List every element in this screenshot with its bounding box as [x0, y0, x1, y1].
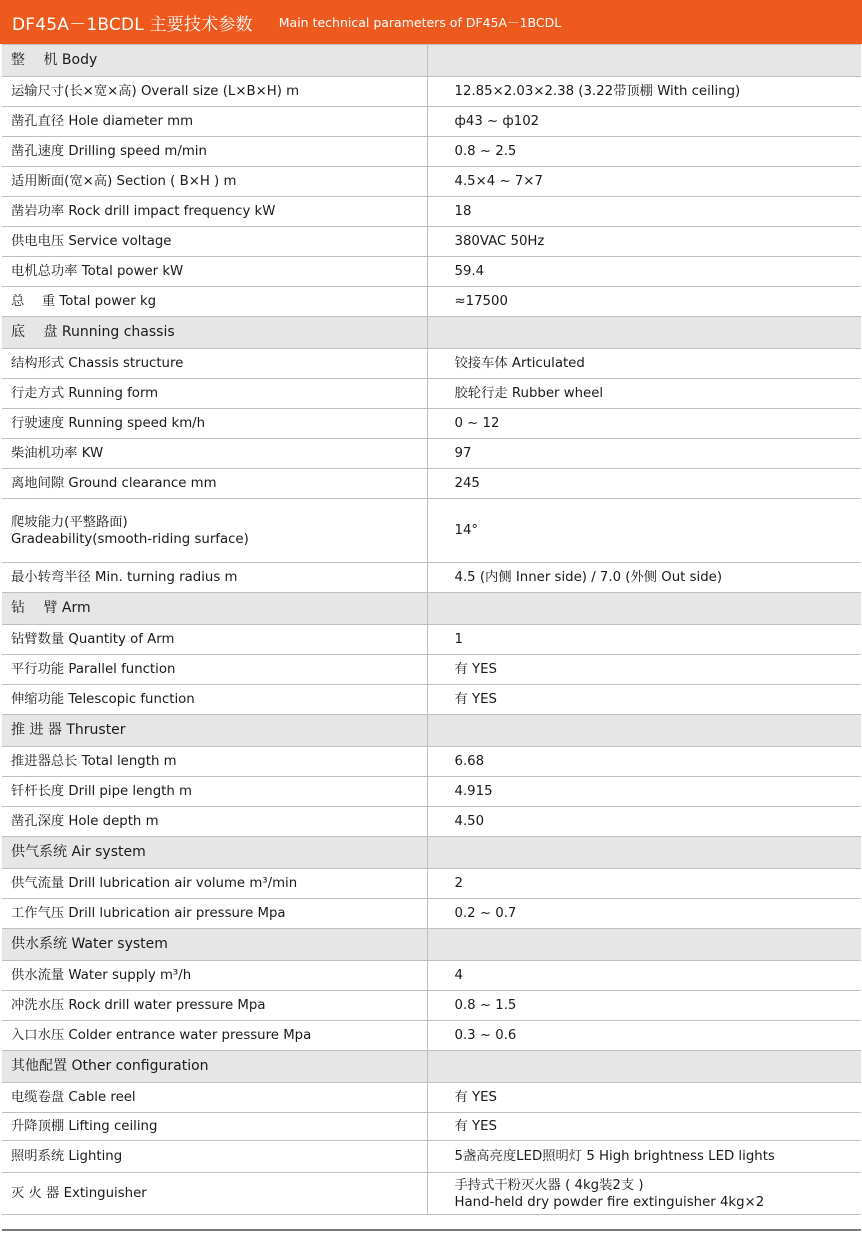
section-title: 其他配置 Other configuration — [2, 1051, 427, 1083]
param-label: 行驶速度 Running speed km/h — [2, 409, 427, 439]
table-row — [2, 227, 861, 257]
table-row — [2, 197, 861, 227]
param-value: 6.68 — [427, 747, 861, 777]
section-blank-cell — [427, 317, 861, 349]
param-label: 升降顶棚 Lifting ceiling — [2, 1113, 427, 1141]
param-label: 离地间隙 Ground clearance mm — [2, 469, 427, 499]
param-label: 结构形式 Chassis structure — [2, 349, 427, 379]
table-row — [2, 961, 861, 991]
param-label: 灭 火 器 Extinguisher — [2, 1173, 427, 1215]
table-row — [2, 287, 861, 317]
section-blank-cell — [427, 1051, 861, 1083]
param-value: 0.3 ~ 0.6 — [427, 1021, 861, 1051]
param-value: ф43 ~ ф102 — [427, 107, 861, 137]
table-row — [2, 77, 861, 107]
section-header-row — [2, 317, 861, 349]
table-row — [2, 777, 861, 807]
param-value: 4 — [427, 961, 861, 991]
table-row — [2, 563, 861, 593]
section-title: 钻 臂 Arm — [2, 593, 427, 625]
table-row — [2, 1083, 861, 1113]
table-row — [2, 991, 861, 1021]
section-header-row — [2, 837, 861, 869]
table-row — [2, 1021, 861, 1051]
section-blank-cell — [427, 715, 861, 747]
param-value: 有 YES — [427, 1113, 861, 1141]
param-label: 工作气压 Drill lubrication air pressure Mpa — [2, 899, 427, 929]
section-title: 供气系统 Air system — [2, 837, 427, 869]
table-row — [2, 1173, 861, 1215]
table-row — [2, 409, 861, 439]
param-label: 钻臂数量 Quantity of Arm — [2, 625, 427, 655]
table-bottom-rule — [2, 1229, 861, 1231]
param-label: 凿孔深度 Hole depth m — [2, 807, 427, 837]
section-header-row — [2, 45, 861, 77]
table-row — [2, 1113, 861, 1141]
param-value: 0.8 ~ 2.5 — [427, 137, 861, 167]
param-label: 适用断面(宽×高) Section ( B×H ) m — [2, 167, 427, 197]
param-value: 12.85×2.03×2.38 (3.22带顶棚 With ceiling) — [427, 77, 861, 107]
section-title: 底 盘 Running chassis — [2, 317, 427, 349]
table-row — [2, 469, 861, 499]
param-value: ≈17500 — [427, 287, 861, 317]
table-row — [2, 499, 861, 563]
table-row — [2, 685, 861, 715]
param-label: 柴油机功率 KW — [2, 439, 427, 469]
param-value: 胶轮行走 Rubber wheel — [427, 379, 861, 409]
param-label: 推进器总长 Total length m — [2, 747, 427, 777]
table-row — [2, 807, 861, 837]
param-value: 97 — [427, 439, 861, 469]
param-value: 有 YES — [427, 655, 861, 685]
param-value: 4.50 — [427, 807, 861, 837]
param-label: 凿孔直径 Hole diameter mm — [2, 107, 427, 137]
section-blank-cell — [427, 593, 861, 625]
table-row — [2, 107, 861, 137]
param-label: 电机总功率 Total power kW — [2, 257, 427, 287]
table-row — [2, 167, 861, 197]
param-value: 245 — [427, 469, 861, 499]
header-title-en: Main technical parameters of DF45A－1BCDL — [278, 15, 562, 30]
param-value: 380VAC 50Hz — [427, 227, 861, 257]
param-value: 0.2 ~ 0.7 — [427, 899, 861, 929]
section-header-row — [2, 715, 861, 747]
param-label: 供水流量 Water supply m³/h — [2, 961, 427, 991]
param-value: 有 YES — [427, 685, 861, 715]
param-label: 行走方式 Running form — [2, 379, 427, 409]
param-label: 运输尺寸(长×宽×高) Overall size (L×B×H) m — [2, 77, 427, 107]
table-row — [2, 349, 861, 379]
param-label: 最小转弯半径 Min. turning radius m — [2, 563, 427, 593]
table-row — [2, 1141, 861, 1173]
table-row — [2, 439, 861, 469]
table-row — [2, 625, 861, 655]
param-label: 照明系统 Lighting — [2, 1141, 427, 1173]
spec-table — [2, 44, 861, 1215]
param-label: 电缆卷盘 Cable reel — [2, 1083, 427, 1113]
section-header-row — [2, 929, 861, 961]
header-title-zh: DF45A－1BCDL 主要技术参数 — [12, 14, 253, 35]
param-label: 钎杆长度 Drill pipe length m — [2, 777, 427, 807]
param-value: 4.5×4 ~ 7×7 — [427, 167, 861, 197]
spec-table-body — [2, 45, 861, 1215]
param-value: 5盏高亮度LED照明灯 5 High brightness LED lights — [427, 1141, 861, 1173]
table-row — [2, 137, 861, 167]
param-label: 平行功能 Parallel function — [2, 655, 427, 685]
param-label: 入口水压 Colder entrance water pressure Mpa — [2, 1021, 427, 1051]
param-value: 4.5 (内侧 Inner side) / 7.0 (外侧 Out side) — [427, 563, 861, 593]
param-label: 供电电压 Service voltage — [2, 227, 427, 257]
table-row — [2, 747, 861, 777]
section-title: 推 进 器 Thruster — [2, 715, 427, 747]
section-blank-cell — [427, 837, 861, 869]
table-row — [2, 869, 861, 899]
table-row — [2, 379, 861, 409]
table-row — [2, 899, 861, 929]
section-header-row — [2, 1051, 861, 1083]
param-label: 供气流量 Drill lubrication air volume m³/min — [2, 869, 427, 899]
param-value: 14° — [427, 499, 861, 563]
param-value: 1 — [427, 625, 861, 655]
param-value: 2 — [427, 869, 861, 899]
param-label: 凿孔速度 Drilling speed m/min — [2, 137, 427, 167]
param-value: 18 — [427, 197, 861, 227]
page-header — [0, 0, 862, 44]
param-value: 有 YES — [427, 1083, 861, 1113]
param-value: 59.4 — [427, 257, 861, 287]
param-value: 4.915 — [427, 777, 861, 807]
param-label: 爬坡能力(平整路面) Gradeability(smooth-riding surface) — [2, 499, 427, 563]
param-value: 铰接车体 Articulated — [427, 349, 861, 379]
table-row — [2, 655, 861, 685]
param-label: 总 重 Total power kg — [2, 287, 427, 317]
section-blank-cell — [427, 45, 861, 77]
param-value: 0.8 ~ 1.5 — [427, 991, 861, 1021]
param-value: 手持式干粉灭火器 ( 4kg装2支 ) Hand-held dry powder fire extinguisher 4kg×2 — [427, 1173, 861, 1215]
section-title: 供水系统 Water system — [2, 929, 427, 961]
param-label: 冲洗水压 Rock drill water pressure Mpa — [2, 991, 427, 1021]
table-row — [2, 257, 861, 287]
param-value: 0 ~ 12 — [427, 409, 861, 439]
param-label: 伸缩功能 Telescopic function — [2, 685, 427, 715]
section-header-row — [2, 593, 861, 625]
section-blank-cell — [427, 929, 861, 961]
section-title: 整 机 Body — [2, 45, 427, 77]
param-label: 凿岩功率 Rock drill impact frequency kW — [2, 197, 427, 227]
